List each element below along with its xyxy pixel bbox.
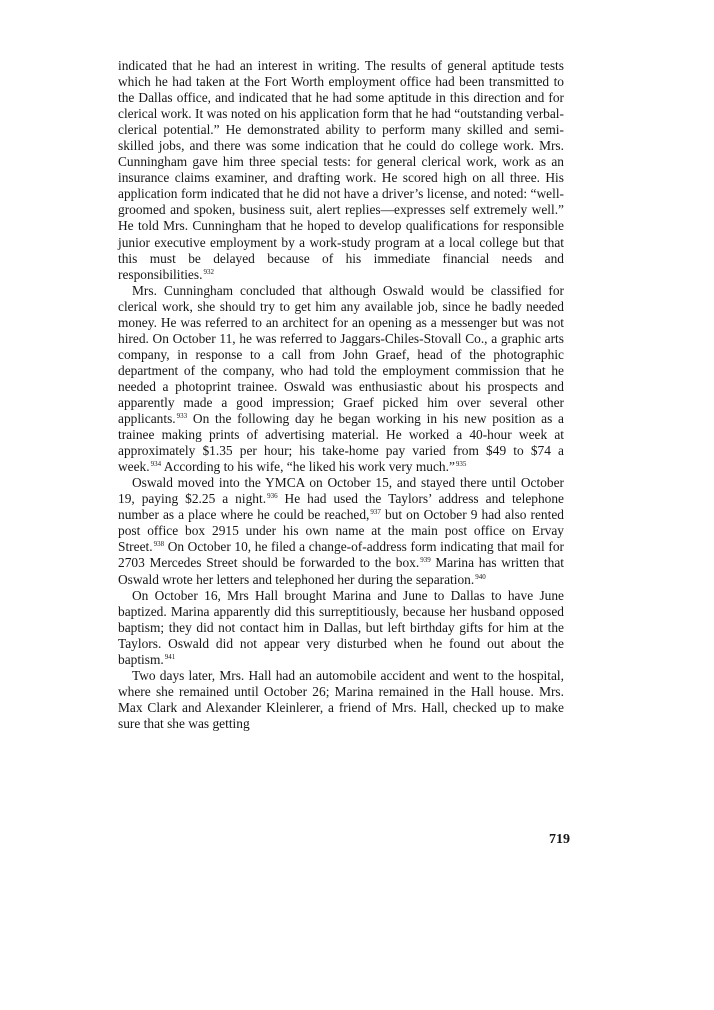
paragraph-text: Marina has written that Oswald wrote her letters and telephoned her during the separation. [118, 555, 564, 587]
footnote-marker: 940 [475, 572, 486, 581]
paragraph-text: but on October 9 had also rented post office box 2915 under his own name at the main post office on Ervay Street. [118, 507, 564, 555]
paragraph-5 [118, 668, 564, 732]
page-number: 719 [549, 832, 570, 847]
paragraph-text: indicated that he had an interest in writing. The results of general aptitude tests which he had taken at the Fort Worth employment office had been transmitted to the Dallas office, and indicated that he had some aptitude in this direction and for clerical work. It was noted on his application form that he had “outstanding verbal-clerical potential.” He demonstrated ability to perform many skilled and semi-skilled jobs, and there was some indication that he could do college work. Mrs. Cunningham gave him three special tests: for general clerical work, work as an insurance claims examiner, and drafting work. He scored high on all three. His application form indicated that he did not have a driver’s license, and noted: “well-groomed and spoken, business suit, alert replies—expresses self extremely well.” He told Mrs. Cunningham that he hoped to develop qualifications for responsible junior executive employment by a work-study program at a local college but that this must be delayed because of his immediate financial needs and responsibilities. [118, 58, 564, 282]
footnote-marker: 932 [203, 267, 214, 276]
paragraph-text: On the following day he began working in his new position as a trainee making prints of advertising material. He worked a 40-hour week at approximately $1.35 per hour; his take-home pay varied from $49 to $74 a week. [118, 411, 564, 475]
paragraph-4 [118, 588, 564, 668]
document-body [118, 58, 564, 732]
footnote-marker: 937 [370, 508, 381, 517]
footnote-marker: 934 [150, 460, 162, 469]
footnote-marker: 938 [153, 540, 165, 549]
footnote-marker: 933 [176, 412, 188, 421]
paragraph-text: On October 16, Mrs Hall brought Marina and June to Dallas to have June baptized. Marina apparently did this surreptitiously, because her husband opposed baptism; they did not contact him in Dallas, but left birthday gifts for him at the Taylors. Oswald did not appear very disturbed when he found out about the baptism. [118, 587, 564, 667]
footnote-marker: 939 [420, 556, 431, 565]
paragraph-3 [118, 475, 564, 587]
paragraph-text: Two days later, Mrs. Hall had an automobile accident and went to the hospital, where she remained until October 26; Marina remained in the Hall house. Mrs. Max Clark and Alexander Kleinlerer, a friend of Mrs. Hall, checked up to make sure that she was getting [118, 667, 564, 731]
paragraph-text: According to his wife, “he liked his work very much.” [161, 459, 455, 475]
paragraph-1 [118, 58, 564, 283]
paragraph-text: He had used the Taylors’ address and telephone number as a place where he could be reached, [118, 491, 564, 523]
footnote-marker: 941 [164, 652, 176, 661]
paragraph-text: Mrs. Cunningham concluded that although Oswald would be classified for clerical work, she should try to get him any available job, since he badly needed money. He was referred to an architect for an opening as a messenger but was not hired. On October 11, he was referred to Jaggars-Chiles-Stovall Co., a graphic arts company, in response to a call from John Graef, head of the photographic department of the company, who had told the employment commission that he needed a photoprint trainee. Oswald was enthusiastic about his prospects and apparently made a good impression; Graef picked him over several other applicants. [118, 282, 564, 427]
paragraph-text: On October 10, he filed a change-of-address form indicating that mail for 2703 Mercedes Street should be forwarded to the box. [118, 539, 564, 571]
footnote-marker: 936 [267, 492, 278, 501]
paragraph-2 [118, 283, 564, 476]
paragraph-text: Oswald moved into the YMCA on October 15, and stayed there until October 19, paying $2.25 a night. [118, 475, 564, 507]
footnote-marker: 935 [455, 460, 467, 469]
